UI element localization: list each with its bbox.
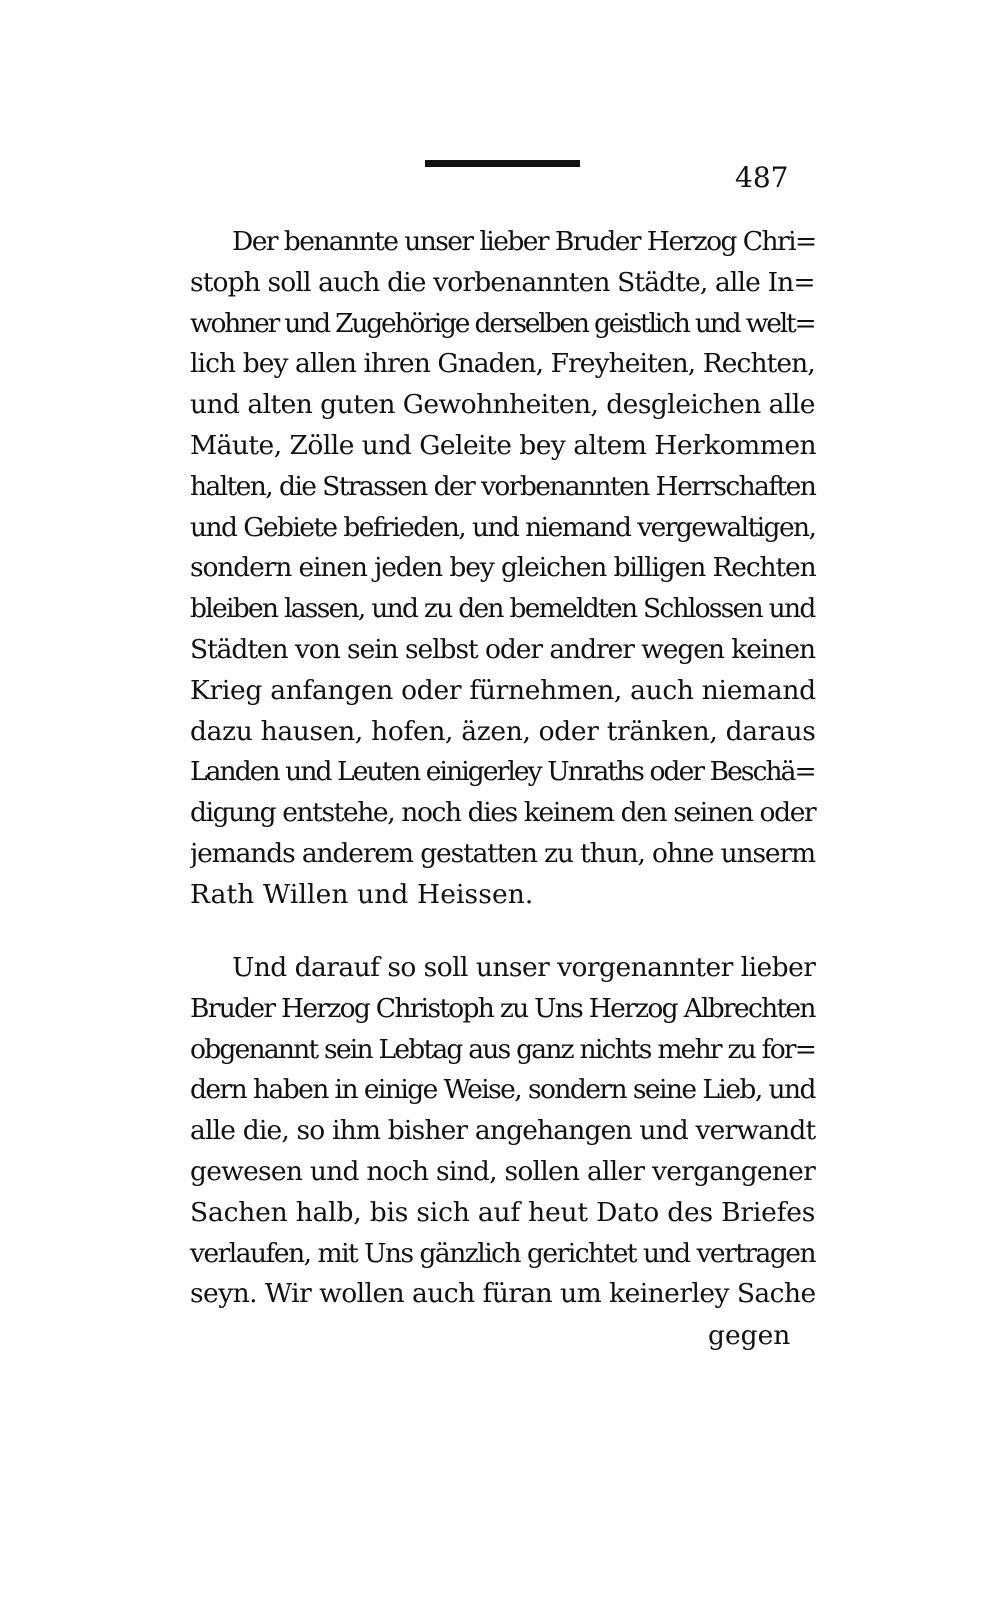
text-line: lich bey allen ihren Gnaden, Freyheiten, Rechten, bbox=[190, 348, 815, 380]
text-line: stoph soll auch die vorbenannten Städte, alle In= bbox=[190, 266, 815, 298]
text-line: gewesen und noch sind, sollen aller vergangener bbox=[190, 1155, 816, 1187]
text-line: Und darauf so soll unser vorgenannter lieber bbox=[232, 952, 816, 983]
text-line: dazu hausen, hofen, äzen, oder tränken, daraus bbox=[190, 715, 816, 747]
text-line: obgenannt sein Lebtag aus ganz nichts mehr zu for= bbox=[190, 1033, 816, 1065]
paragraph-2 bbox=[190, 948, 820, 1315]
text-line: Landen und Leuten einigerley Unraths oder Beschä= bbox=[190, 756, 815, 788]
text-line: Rath Willen und Heissen. bbox=[190, 878, 534, 910]
text-line: bleiben lassen, und zu den bemeldten Schlossen und bbox=[190, 593, 815, 625]
header-rule bbox=[425, 160, 580, 167]
text-line: verlaufen, mit Uns gänzlich gerichtet und vertragen bbox=[190, 1237, 816, 1269]
text-line: digung entstehe, noch dies keinem den seinen oder bbox=[190, 797, 816, 829]
text-line: halten, die Strassen der vorbenannten Herrschaften bbox=[190, 470, 816, 502]
page-number: 487 bbox=[735, 161, 789, 194]
text-line: sondern einen jeden bey gleichen billigen Rechten bbox=[190, 552, 816, 584]
text-line: wohner und Zugehörige derselben geistlich und welt= bbox=[190, 307, 815, 339]
text-line: und Gebiete befrieden, und niemand vergewaltigen, bbox=[190, 511, 816, 543]
text-line: Sachen halb, bis sich auf heut Dato des Briefes bbox=[190, 1196, 816, 1228]
catchword: gegen bbox=[708, 1320, 791, 1351]
paragraph-1 bbox=[190, 222, 820, 916]
text-line: dern haben in einige Weise, sondern seine Lieb, und bbox=[190, 1074, 815, 1106]
text-line: Der benannte unser lieber Bruder Herzog Chri= bbox=[232, 226, 816, 257]
text-line: Städten von sein selbst oder andrer wegen keinen bbox=[190, 633, 815, 665]
text-line: Bruder Herzog Christoph zu Uns Herzog Albrechten bbox=[190, 992, 815, 1024]
text-line: und alten guten Gewohnheiten, desgleichen alle bbox=[190, 389, 815, 421]
text-line: alle die, so ihm bisher angehangen und verwandt bbox=[190, 1115, 816, 1147]
text-line: seyn. Wir wollen auch füran um keinerley Sache bbox=[190, 1278, 816, 1310]
text-line: Mäute, Zölle und Geleite bey altem Herkommen bbox=[190, 429, 817, 461]
text-line: jemands anderem gestatten zu thun, ohne unserm bbox=[190, 837, 816, 869]
text-line: Krieg anfangen oder fürnehmen, auch niemand bbox=[190, 674, 816, 706]
